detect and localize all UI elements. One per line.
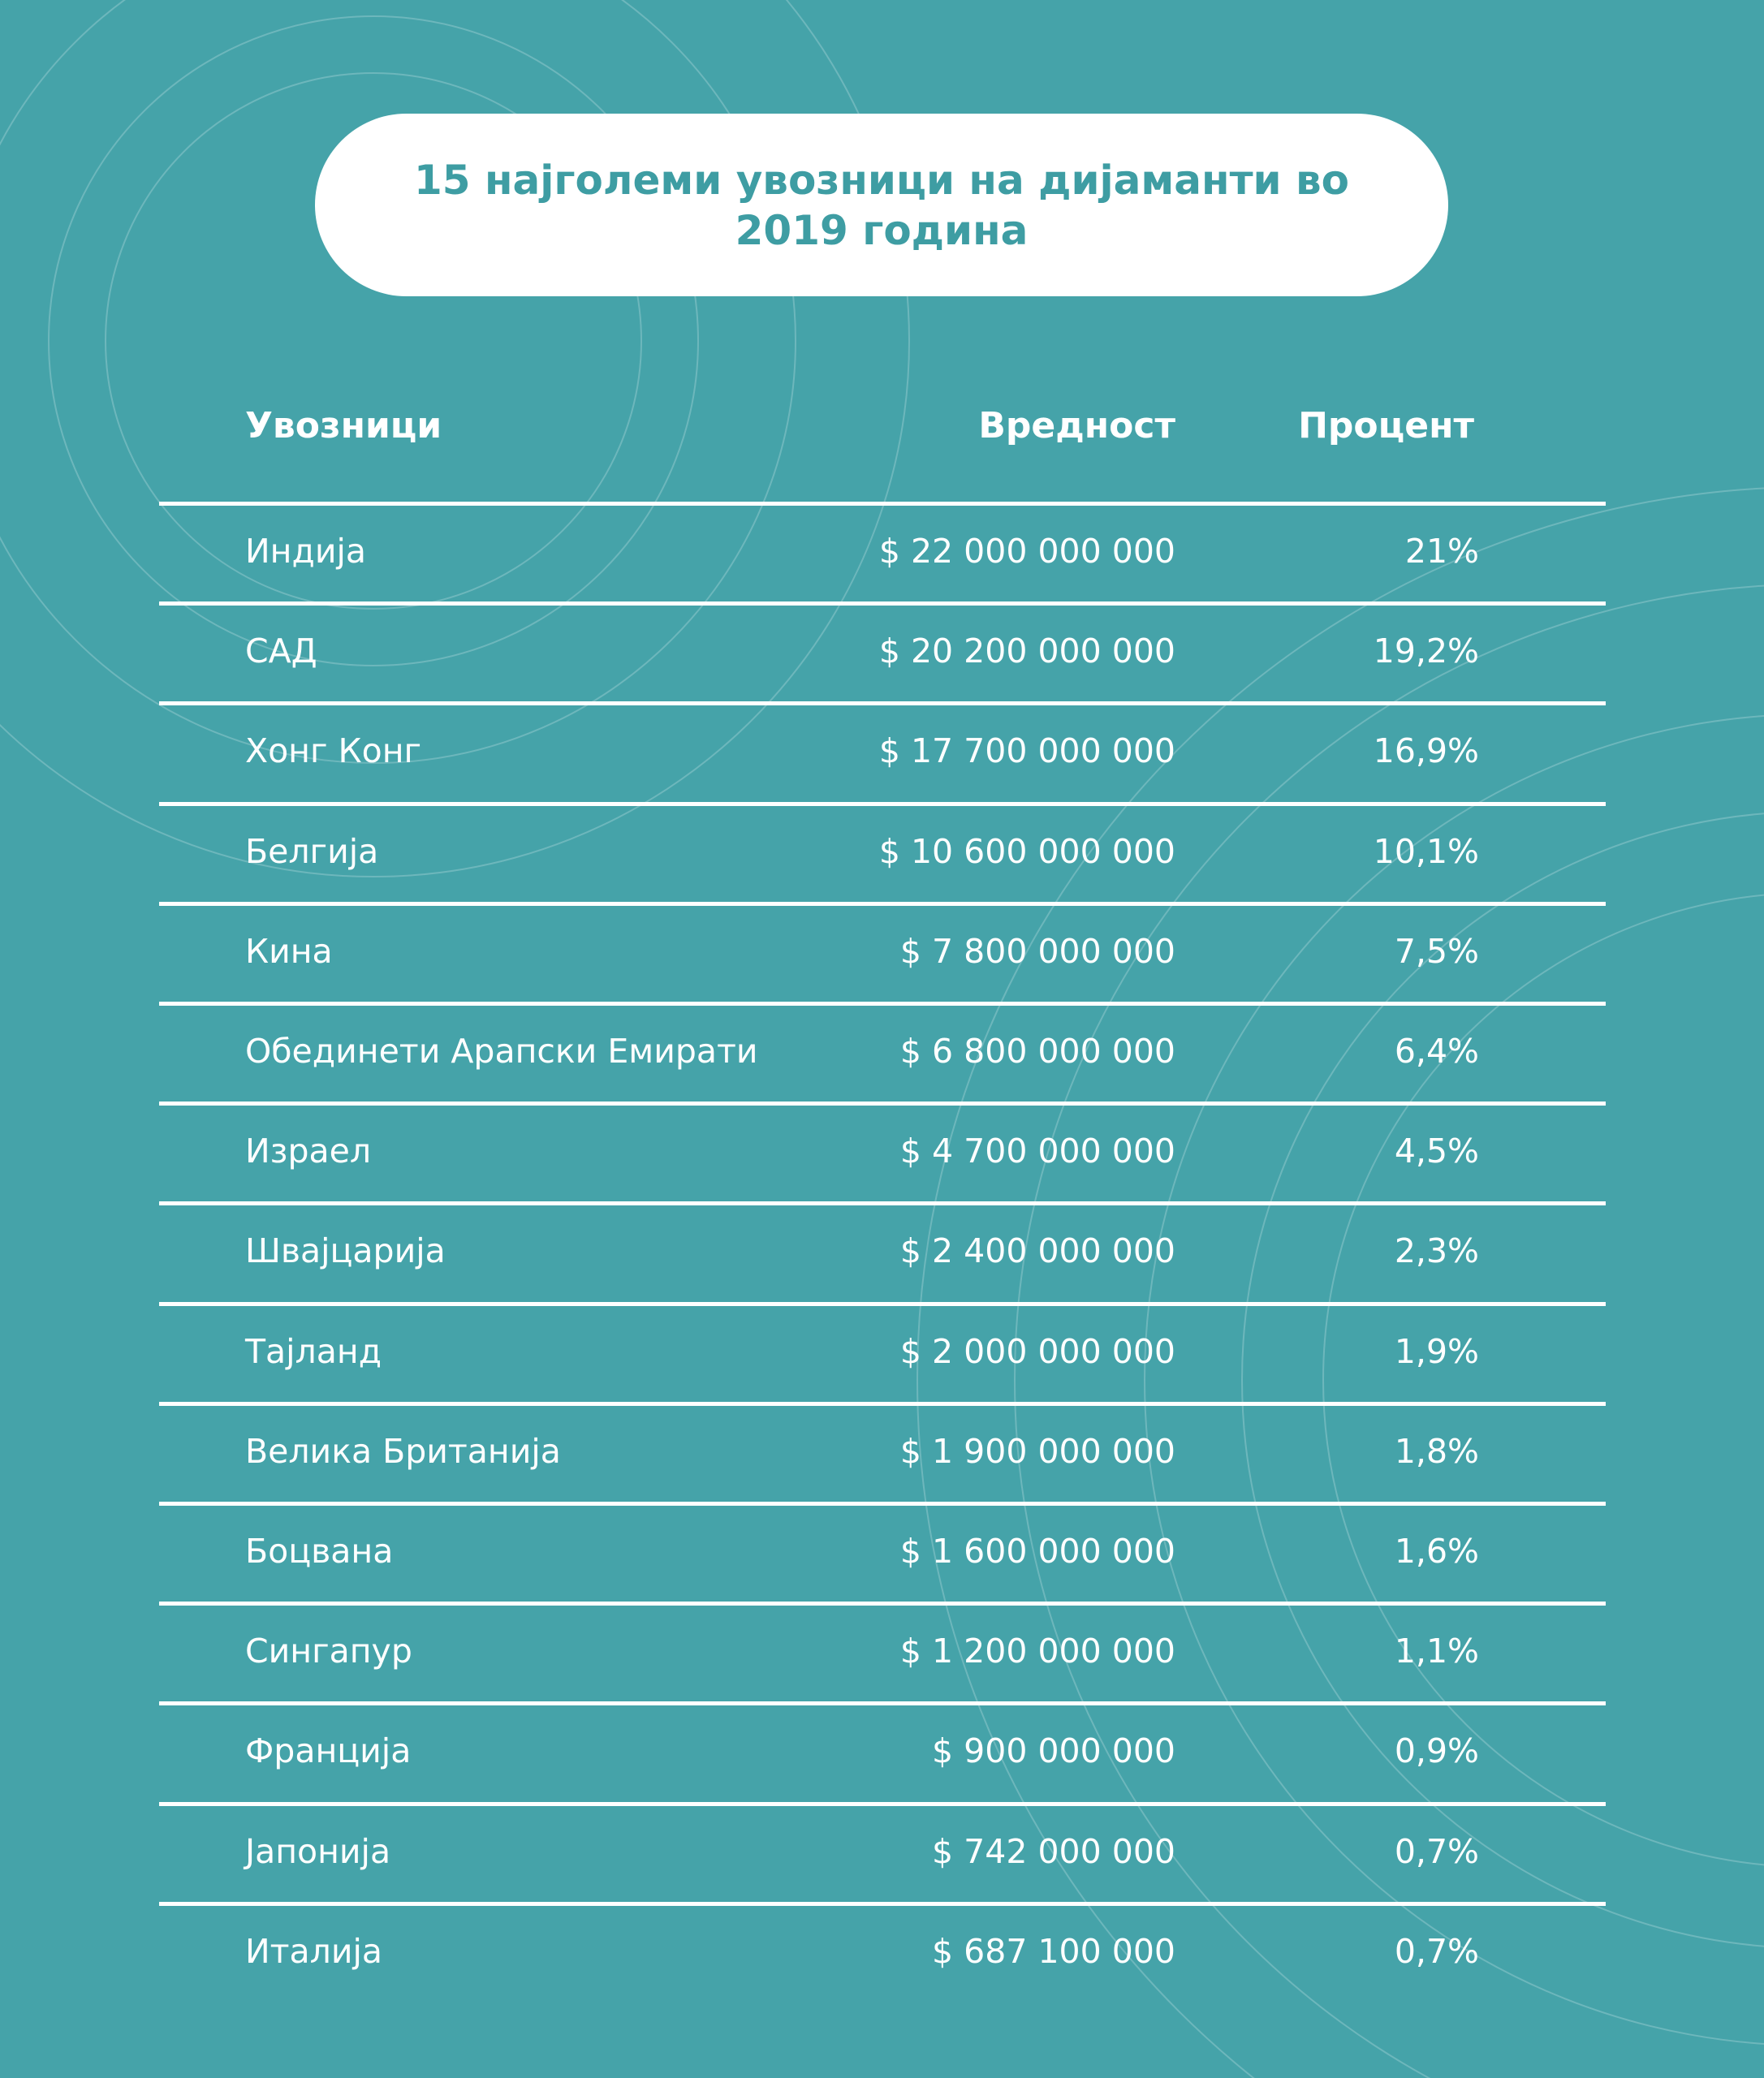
percent-cell: 0,7%: [1394, 1832, 1479, 1871]
percent-cell: 16,9%: [1373, 731, 1479, 770]
column-header-percent: Процент: [1298, 405, 1474, 446]
country-cell: Индија: [245, 532, 366, 571]
value-cell: $ 2 000 000 000: [899, 1332, 1175, 1371]
row-divider: [159, 1802, 1606, 1806]
value-cell: $ 6 800 000 000: [899, 1032, 1175, 1071]
value-cell: $ 4 700 000 000: [899, 1132, 1175, 1170]
row-divider: [159, 1002, 1606, 1006]
table-row: [0, 1423, 1764, 1480]
table-row: [0, 1722, 1764, 1779]
table-row: [0, 1123, 1764, 1179]
percent-cell: 1,9%: [1394, 1332, 1479, 1371]
table-row: [0, 1523, 1764, 1580]
row-divider: [159, 1602, 1606, 1606]
country-cell: Кина: [245, 932, 333, 971]
value-cell: $ 10 600 000 000: [878, 832, 1175, 871]
percent-cell: 0,9%: [1394, 1731, 1479, 1770]
percent-cell: 21%: [1404, 532, 1479, 571]
country-cell: Израел: [245, 1132, 372, 1170]
table-row: [0, 1323, 1764, 1380]
table-row: [0, 722, 1764, 779]
value-cell: $ 900 000 000: [932, 1731, 1175, 1770]
country-cell: Италија: [245, 1932, 383, 1971]
percent-cell: 4,5%: [1394, 1132, 1479, 1170]
percent-cell: 19,2%: [1373, 632, 1479, 670]
row-divider: [159, 1302, 1606, 1306]
title-pill: [315, 114, 1448, 296]
row-divider: [159, 601, 1606, 606]
value-cell: $ 7 800 000 000: [899, 932, 1175, 971]
percent-cell: 1,1%: [1394, 1632, 1479, 1671]
table-row: [0, 1023, 1764, 1080]
table-row: [0, 623, 1764, 679]
country-cell: Хонг Конг: [245, 731, 422, 770]
country-cell: Јапонија: [245, 1832, 391, 1871]
country-cell: Швајцарија: [245, 1231, 446, 1270]
value-cell: $ 2 400 000 000: [899, 1231, 1175, 1270]
value-cell: $ 742 000 000: [932, 1832, 1175, 1871]
row-divider: [159, 1102, 1606, 1106]
value-cell: $ 17 700 000 000: [878, 731, 1175, 770]
table-row: [0, 523, 1764, 580]
percent-cell: 1,6%: [1394, 1532, 1479, 1571]
value-cell: $ 22 000 000 000: [878, 532, 1175, 571]
table-row: [0, 1623, 1764, 1679]
column-header-value: Вредност: [978, 405, 1175, 446]
row-divider: [159, 902, 1606, 906]
row-divider: [159, 1902, 1606, 1906]
country-cell: Сингапур: [245, 1632, 412, 1671]
table-row: [0, 1222, 1764, 1279]
percent-cell: 2,3%: [1394, 1231, 1479, 1270]
row-divider: [159, 1502, 1606, 1506]
row-divider: [159, 1701, 1606, 1705]
country-cell: Франција: [245, 1731, 412, 1770]
percent-cell: 1,8%: [1394, 1432, 1479, 1471]
table-row: [0, 823, 1764, 880]
table-row: [0, 1823, 1764, 1880]
value-cell: $ 1 900 000 000: [899, 1432, 1175, 1471]
value-cell: $ 1 200 000 000: [899, 1632, 1175, 1671]
country-cell: Велика Британија: [245, 1432, 561, 1471]
table-row: [0, 1923, 1764, 1980]
country-cell: Боцвана: [245, 1532, 394, 1571]
column-header-importers: Увозници: [245, 405, 442, 446]
value-cell: $ 1 600 000 000: [899, 1532, 1175, 1571]
country-cell: Тајланд: [245, 1332, 382, 1371]
table-row: [0, 923, 1764, 980]
row-divider: [159, 1402, 1606, 1406]
row-divider: [159, 701, 1606, 705]
value-cell: $ 687 100 000: [932, 1932, 1175, 1971]
country-cell: Обединети Арапски Емирати: [245, 1032, 758, 1071]
country-cell: САД: [245, 632, 317, 670]
percent-cell: 6,4%: [1394, 1032, 1479, 1071]
country-cell: Белгија: [245, 832, 379, 871]
value-cell: $ 20 200 000 000: [878, 632, 1175, 670]
row-divider: [159, 802, 1606, 806]
percent-cell: 10,1%: [1373, 832, 1479, 871]
percent-cell: 7,5%: [1394, 932, 1479, 971]
percent-cell: 0,7%: [1394, 1932, 1479, 1971]
row-divider: [159, 502, 1606, 506]
row-divider: [159, 1201, 1606, 1205]
chart-title: 15 најголеми увозници на дијаманти во 2019 година: [413, 156, 1349, 254]
